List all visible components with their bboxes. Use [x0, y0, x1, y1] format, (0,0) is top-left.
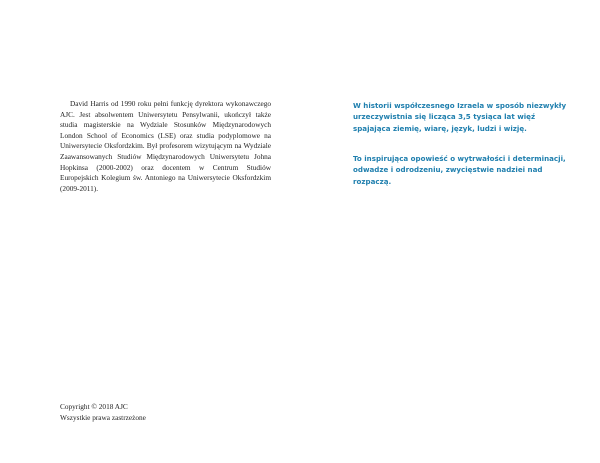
author-bio: David Harris od 1990 roku pełni funkcję dyrektora wykonawczego AJC. Jest absolwentem Uniwersytetu Pensylwanii, ukończył także studia magisterskie na Wydziale Stosunków Międzynarodowych London School of Economics (LSE) oraz studia podyplomowe na Uniwersytecie Oksfordzkim. Był profesorem wizytującym na Wydziale Zaawansowanych Studiów Międzynarodowych Uniwersytetu Johna Hopkinsa (2000-2002) oraz docentem w Centrum Studiów Europejskich Kolegium św. Antoniego na Uniwersytecie Oksfordzkim (2009-2011).	[60, 99, 271, 193]
rights-reserved-line: Wszystkie prawa zastrzeżone	[60, 412, 146, 422]
blurb-paragraph-1: W historii współczesnego Izraela w sposób niezwykły urzeczywistnia się licząca 3,5 tysiąca lat więź spajająca ziemię, wiarę, język, ludzi i wizję.	[353, 101, 567, 133]
copyright-notice	[60, 402, 146, 423]
right-page	[300, 0, 600, 463]
blurb-paragraph-2: To inspirująca opowieść o wytrwałości i determinacji, odwadze i odrodzeniu, zwycięstwie nadziei nad rozpaczą.	[353, 154, 566, 186]
copyright-line: Copyright © 2018 AJC	[60, 402, 128, 411]
